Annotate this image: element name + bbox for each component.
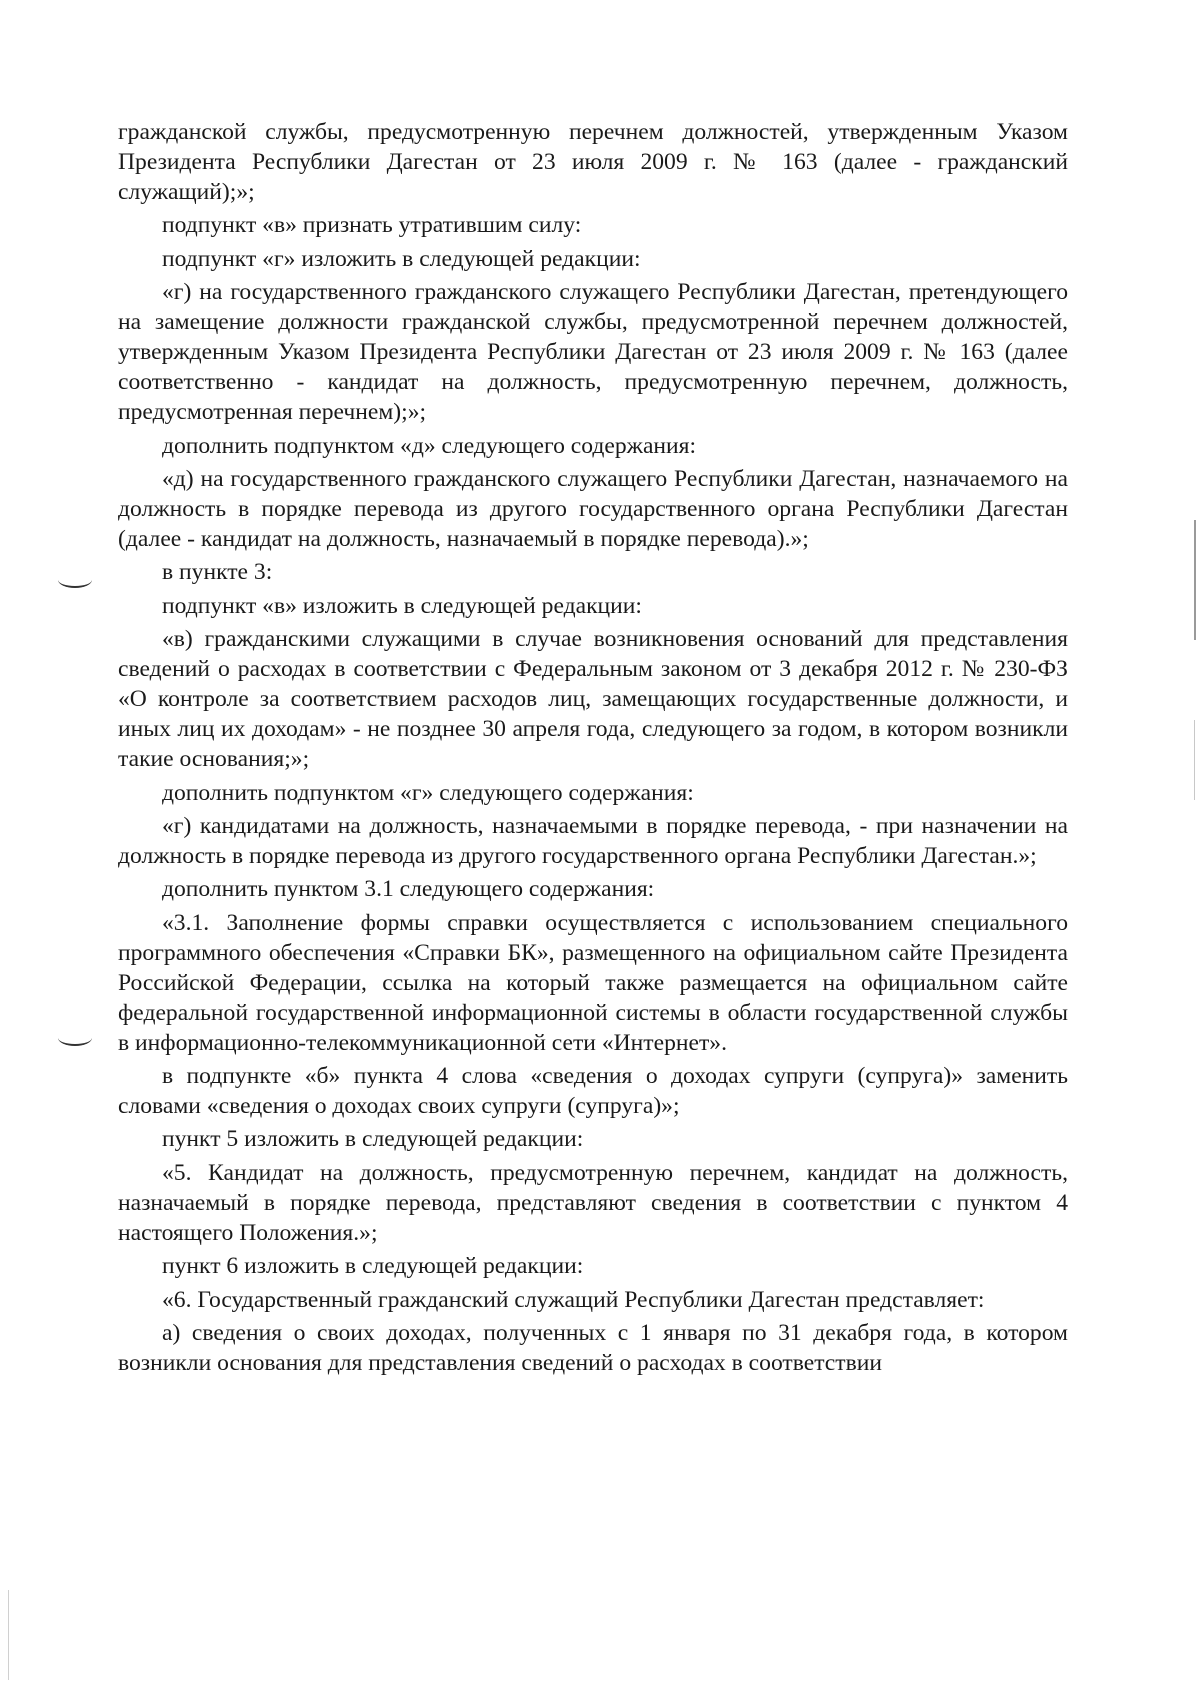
paragraph: подпункт «в» признать утратившим силу:: [162, 212, 582, 239]
paragraph: «3.1. Заполнение формы справки осуществляется с использованием специального программного обеспечения «Справки БК», размещенного на официальном сайте Президента Российской Федерации, ссылка на который также размещается на официальном сайте федеральной государственной информационной системы в области государственной службы в информационно-телекоммуникационной сети «Интернет».: [118, 909, 1068, 1056]
scan-edge-shadow: [1194, 520, 1196, 640]
margin-mark: [58, 572, 92, 588]
paragraph: дополнить подпунктом «г» следующего содержания:: [162, 779, 694, 806]
scan-edge-shadow: [1194, 720, 1195, 800]
paragraph: «г) кандидатами на должность, назначаемыми в порядке перевода, - при назначении на должность в порядке перевода из другого государственного органа Республики Дагестан.»;: [118, 812, 1068, 869]
paragraph: «д) на государственного гражданского служащего Республики Дагестан, назначаемого на должность в порядке перевода из другого государственного органа Республики Дагестан (далее - кандидат на должность, назначаемый в порядке перевода).»;: [118, 465, 1068, 552]
paragraph: а) сведения о своих доходах, полученных с 1 января по 31 декабря года, в котором возникли основания для представления сведений о расходах в соответствии: [118, 1320, 1068, 1377]
paragraph: в пункте 3:: [162, 559, 273, 586]
margin-mark: [58, 1030, 92, 1046]
paragraph: пункт 5 изложить в следующей редакции:: [162, 1126, 584, 1153]
paragraph: дополнить подпунктом «д» следующего содержания:: [162, 432, 697, 459]
paragraph-continuation: гражданской службы, предусмотренную перечнем должностей, утвержденным Указом Президента Республики Дагестан от 23 июля 2009 г. № 163 (далее - гражданский служащий);»;: [118, 119, 1068, 205]
document-page: [118, 117, 1068, 1381]
paragraph: подпункт «в» изложить в следующей редакции:: [162, 592, 642, 619]
paragraph: дополнить пунктом 3.1 следующего содержания:: [162, 876, 655, 903]
paragraph: «5. Кандидат на должность, предусмотренную перечнем, кандидат на должность, назначаемый в порядке перевода, представляют сведения в соответствии с пунктом 4 настоящего Положения.»;: [118, 1159, 1068, 1246]
paragraph: в подпункте «б» пункта 4 слова «сведения о доходах супруги (супруга)» заменить словами «сведения о доходах своих супруги (супруга)»;: [118, 1063, 1068, 1120]
paragraph: пункт 6 изложить в следующей редакции:: [162, 1253, 584, 1280]
paragraph: «в) гражданскими служащими в случае возникновения оснований для представления сведений о расходах в соответствии с Федеральным законом от 3 декабря 2012 г. № 230-ФЗ «О контроле за соответствием расходов лиц, замещающих государственные должности, и иных лиц их доходам» - не позднее 30 апреля года, следующего за годом, в котором возникли такие основания;»;: [118, 626, 1068, 773]
scan-edge-shadow: [8, 1590, 9, 1680]
paragraph: подпункт «г» изложить в следующей редакции:: [162, 245, 641, 272]
paragraph: «6. Государственный гражданский служащий Республики Дагестан представляет:: [162, 1286, 985, 1313]
paragraph: «г) на государственного гражданского служащего Республики Дагестан, претендующего на замещение должности гражданской службы, предусмотренной перечнем должностей, утвержденным Указом Президента Республики Дагестан от 23 июля 2009 г. № 163 (далее соответственно - кандидат на должность, предусмотренную перечнем, должность, предусмотренная перечнем);»;: [118, 279, 1068, 426]
